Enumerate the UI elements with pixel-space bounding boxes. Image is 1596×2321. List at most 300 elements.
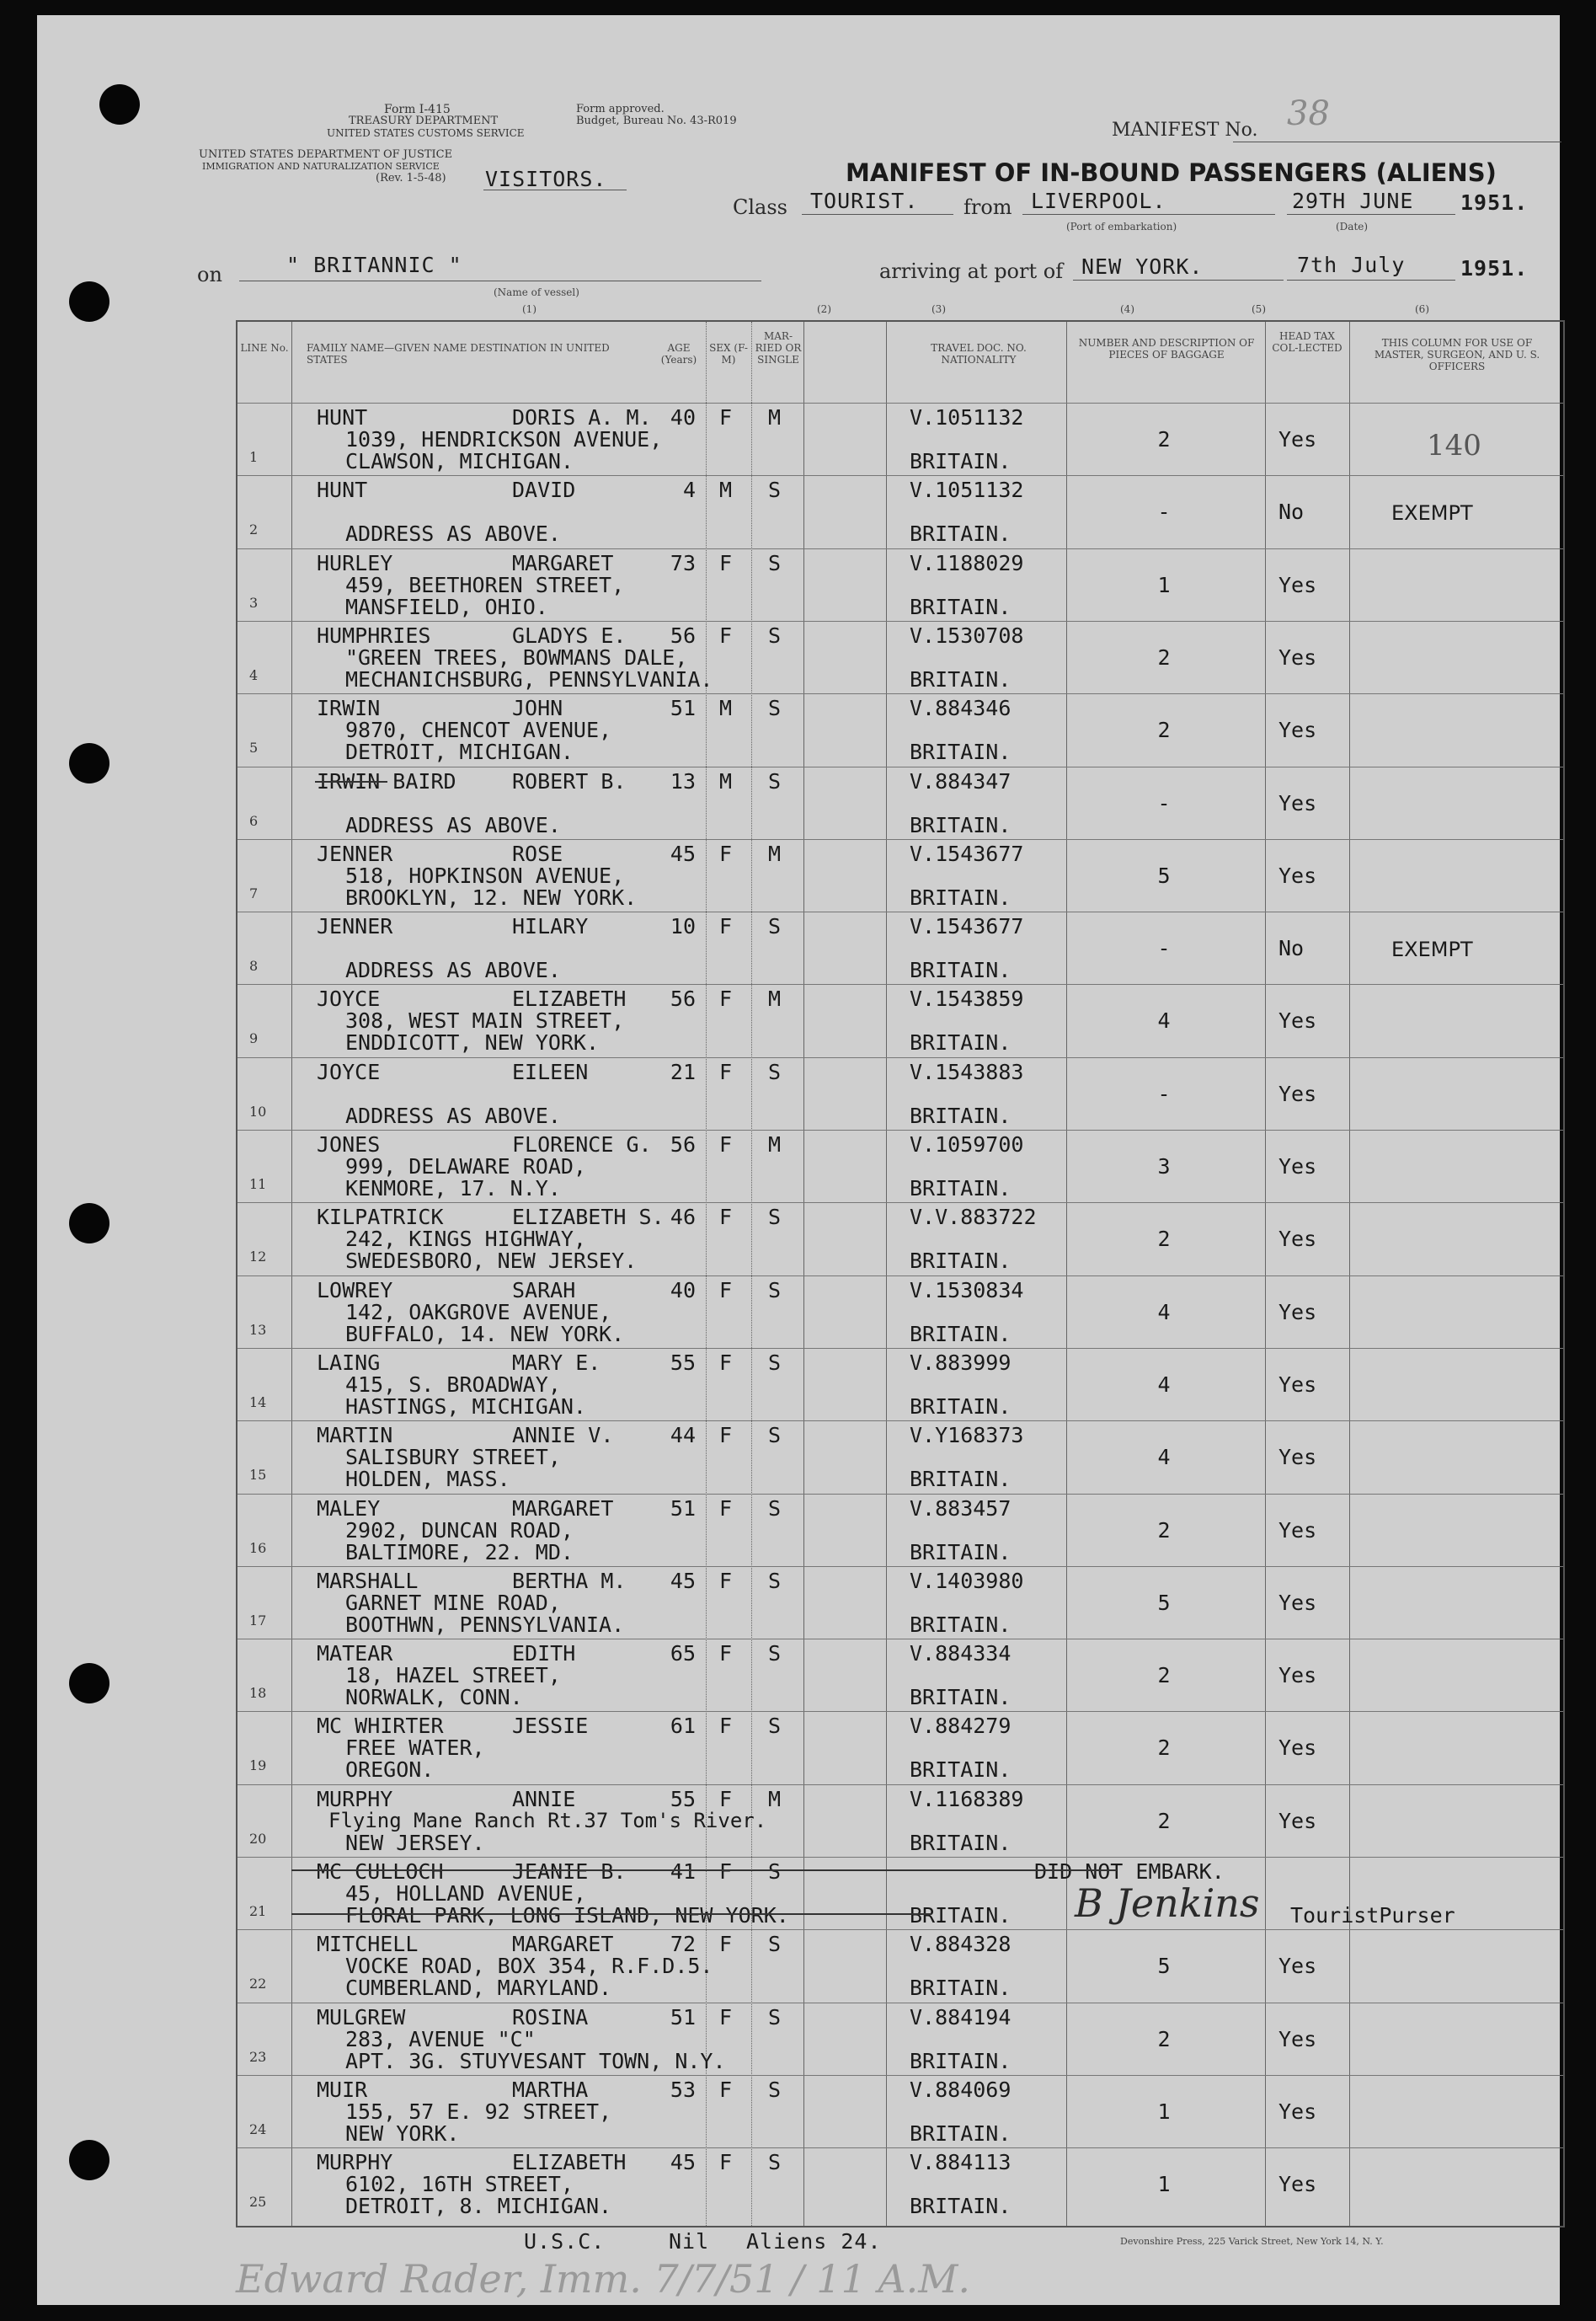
justice-line-2: IMMIGRATION AND NATURALIZATION SERVICE	[202, 161, 440, 172]
line-number: 9	[249, 1030, 259, 1047]
marital-status: S	[768, 1641, 782, 1666]
passenger-row	[238, 1057, 1563, 1131]
nationality: BRITAIN.	[910, 666, 1012, 692]
sex: F	[719, 2077, 733, 2102]
revision-label: (Rev. 1-5-48)	[376, 172, 446, 185]
date-caption: (Date)	[1336, 221, 1369, 233]
line-number: 1	[249, 449, 259, 465]
address-line-1: 518, HOPKINSON AVENUE,	[345, 863, 625, 888]
family-name: LOWREY	[317, 1277, 393, 1302]
baggage-count: 2	[1157, 1517, 1171, 1543]
baggage-count: 5	[1157, 863, 1171, 888]
address-line-1: 415, S. BROADWAY,	[345, 1372, 561, 1397]
address-line-2: DETROIT, 8. MICHIGAN.	[345, 2194, 612, 2219]
address-line-2: OREGON.	[345, 1757, 435, 1783]
head-tax: Yes	[1278, 1663, 1317, 1688]
manifest-no-label: MANIFEST No.	[1112, 120, 1258, 141]
line-number: 4	[249, 666, 259, 683]
printer-line: Devonshire Press, 225 Varick Street, New York 14, N. Y.	[1120, 2236, 1384, 2247]
strike-line	[291, 1869, 1117, 1871]
address-line-1: 999, DELAWARE ROAD,	[345, 1154, 586, 1179]
travel-doc: V.884346	[910, 696, 1012, 721]
family-name: MATEAR	[317, 1641, 393, 1666]
travel-doc: V.884113	[910, 2150, 1012, 2175]
passenger-row	[238, 1857, 1563, 1930]
sex: F	[719, 841, 733, 866]
age: 40	[670, 405, 696, 430]
address-line-1: 9870, CHENCOT AVENUE,	[345, 718, 612, 743]
class-value: TOURIST.	[810, 189, 919, 213]
marital-status: S	[768, 1423, 782, 1448]
arrival-port: NEW YORK.	[1081, 254, 1204, 279]
age: 51	[670, 2004, 696, 2030]
baggage-count: -	[1157, 1081, 1171, 1106]
given-name: GLADYS E.	[512, 623, 627, 648]
nationality: BRITAIN.	[910, 1976, 1012, 2001]
age: 51	[670, 1495, 696, 1521]
family-name: MITCHELL	[317, 1932, 419, 1957]
given-name: HILARY	[512, 914, 589, 939]
baggage-count: 4	[1157, 1372, 1171, 1397]
nationality: BRITAIN.	[910, 1612, 1012, 1637]
line-number: 21	[249, 1903, 267, 1919]
family-name: MALEY	[317, 1495, 381, 1521]
given-name: SARAH	[512, 1277, 576, 1302]
travel-doc: V.1168389	[910, 1786, 1024, 1811]
given-name: DAVID	[512, 478, 576, 503]
sex: M	[719, 696, 733, 721]
line-number: 22	[249, 1976, 267, 1992]
strike-line	[291, 1913, 931, 1915]
given-name: EDITH	[512, 1641, 576, 1666]
passenger-row	[238, 1566, 1563, 1639]
line-number: 7	[249, 885, 259, 901]
head-tax: Yes	[1278, 863, 1317, 888]
nationality: BRITAIN.	[910, 1249, 1012, 1274]
head-tax: Yes	[1278, 2172, 1317, 2197]
nationality: BRITAIN.	[910, 1467, 1012, 1492]
departure-date: 29TH JUNE	[1292, 189, 1414, 213]
travel-doc: V.Y168373	[910, 1423, 1024, 1448]
sex: M	[719, 478, 733, 503]
given-name: MARGARET	[512, 1495, 614, 1521]
baggage-count: 2	[1157, 1735, 1171, 1761]
port-caption: (Port of embarkation)	[1066, 221, 1177, 233]
line-number: 19	[249, 1757, 267, 1774]
age: 46	[670, 1205, 696, 1230]
sex: F	[719, 1132, 733, 1157]
sex: F	[719, 1859, 733, 1884]
travel-doc: V.1051132	[910, 478, 1024, 503]
sex: F	[719, 1059, 733, 1084]
officer-note: TouristPurser	[1290, 1903, 1455, 1928]
given-name: ELIZABETH S.	[512, 1205, 665, 1230]
sex: F	[719, 550, 733, 575]
family-name: JOYCE	[317, 987, 381, 1012]
passenger-row	[238, 2147, 1563, 2221]
head-tax: Yes	[1278, 790, 1317, 816]
age: 73	[670, 550, 696, 575]
line-number: 23	[249, 2048, 267, 2065]
baggage-count: 2	[1157, 1227, 1171, 1252]
line-number: 5	[249, 740, 259, 757]
head-tax: Yes	[1278, 1590, 1317, 1615]
given-name: JOHN	[512, 696, 563, 721]
marital-status: S	[768, 1059, 782, 1084]
sex: F	[719, 1641, 733, 1666]
passenger-row	[238, 984, 1563, 1057]
binder-hole	[69, 743, 109, 783]
header-baggage: NUMBER AND DESCRIPTION OF PIECES OF BAGGAGE	[1078, 337, 1255, 361]
arrival-date: 7th July	[1297, 253, 1406, 277]
address-line-2: BUFFALO, 14. NEW YORK.	[345, 1321, 625, 1346]
sex: F	[719, 1786, 733, 1811]
age: 44	[670, 1423, 696, 1448]
nationality: BRITAIN.	[910, 449, 1012, 473]
address-line-2: MANSFIELD, OHIO.	[345, 594, 548, 619]
form-id: Form I-415	[384, 103, 451, 116]
marital-status: M	[768, 1786, 782, 1811]
nationality: BRITAIN.	[910, 2048, 1012, 2073]
header-age: AGE (Years)	[660, 342, 697, 366]
family-name: HUMPHRIES	[317, 623, 431, 648]
passenger-row	[238, 839, 1563, 912]
address-line-1: VOCKE ROAD, BOX 354, R.F.D.5.	[345, 1954, 713, 1979]
address-line-1: GARNET MINE ROAD,	[345, 1590, 561, 1615]
given-name: ROSINA	[512, 2004, 589, 2030]
given-name: DORIS A. M.	[512, 405, 652, 430]
marital-status: S	[768, 2004, 782, 2030]
baggage-count: 1	[1157, 572, 1171, 597]
sex: F	[719, 2150, 733, 2175]
family-name: IRWIN BAIRD	[317, 768, 456, 794]
approval-line-1: Form approved.	[576, 103, 665, 115]
line-number: 8	[249, 958, 259, 975]
address-line-1: 1039, HENDRICKSON AVENUE,	[345, 427, 663, 452]
marital-status: S	[768, 696, 782, 721]
col-num-1: (1)	[522, 303, 536, 315]
age: 55	[670, 1786, 696, 1811]
passenger-row	[238, 1130, 1563, 1203]
marital-status: S	[768, 2077, 782, 2102]
departure-year: 1951.	[1460, 190, 1529, 215]
line-number: 3	[249, 594, 259, 611]
address-line-1: 45, HOLLAND AVENUE,	[345, 1881, 586, 1906]
sex: F	[719, 2004, 733, 2030]
address-line-2: ADDRESS AS ABOVE.	[345, 958, 561, 983]
sex: F	[719, 623, 733, 648]
family-name: MURPHY	[317, 1786, 393, 1811]
address-line-2: DETROIT, MICHIGAN.	[345, 740, 574, 765]
family-name: LAING	[317, 1350, 381, 1375]
travel-doc: V.V.883722	[910, 1205, 1037, 1230]
age: 53	[670, 2077, 696, 2102]
baggage-count: 4	[1157, 1008, 1171, 1034]
line-number: 24	[249, 2120, 267, 2137]
line-number: 13	[249, 1321, 267, 1338]
marital-status: S	[768, 914, 782, 939]
manifest-title: MANIFEST OF IN-BOUND PASSENGERS (ALIENS)	[846, 158, 1497, 187]
head-tax: Yes	[1278, 1372, 1317, 1397]
given-name: ELIZABETH	[512, 2150, 627, 2175]
nationality: BRITAIN.	[910, 1830, 1012, 1855]
baggage-count: -	[1157, 790, 1171, 816]
col-num-3: (3)	[931, 303, 946, 315]
footer-aliens: Aliens 24.	[746, 2229, 882, 2254]
nationality: BRITAIN.	[910, 1030, 1012, 1056]
given-name: MARGARET	[512, 1932, 614, 1957]
header-officers: THIS COLUMN FOR USE OF MASTER, SURGEON, AND U. S. OFFICERS	[1374, 337, 1540, 372]
sex: F	[719, 405, 733, 430]
header-married: MAR-RIED OR SINGLE	[755, 330, 802, 366]
address-line-2: BROOKLYN, 12. NEW YORK.	[345, 885, 638, 910]
sex: F	[719, 1350, 733, 1375]
marital-status: S	[768, 1568, 782, 1593]
age: 13	[670, 768, 696, 794]
passenger-row	[238, 475, 1563, 548]
address-line-2: ADDRESS AS ABOVE.	[345, 521, 561, 547]
col-num-4: (4)	[1120, 303, 1134, 315]
given-name: FLORENCE G.	[512, 1132, 652, 1157]
address-line-1: 18, HAZEL STREET,	[345, 1663, 561, 1688]
sex: F	[719, 1423, 733, 1448]
manifest-table	[236, 320, 1565, 2227]
sex: F	[719, 1495, 733, 1521]
sex: F	[719, 1714, 733, 1739]
baggage-count: 2	[1157, 644, 1171, 670]
from-value: LIVERPOOL.	[1031, 189, 1166, 213]
head-tax: Yes	[1278, 1517, 1317, 1543]
marital-status: S	[768, 1932, 782, 1957]
nationality: BRITAIN.	[910, 1103, 1012, 1128]
baggage-count: 2	[1157, 427, 1171, 452]
family-name: JOYCE	[317, 1059, 381, 1084]
address-line-2: NEW JERSEY.	[345, 1830, 485, 1855]
given-name: JESSIE	[512, 1714, 589, 1739]
age: 51	[670, 696, 696, 721]
vessel-caption: (Name of vessel)	[494, 286, 579, 298]
head-tax: Yes	[1278, 1954, 1317, 1979]
passenger-row	[238, 1348, 1563, 1421]
sex: F	[719, 914, 733, 939]
line-number: 18	[249, 1685, 267, 1702]
class-label: Class	[733, 195, 787, 219]
marital-status: S	[768, 1495, 782, 1521]
travel-doc: V.1543859	[910, 987, 1024, 1012]
baggage-count: 2	[1157, 1808, 1171, 1833]
marital-status: S	[768, 1350, 782, 1375]
age: 40	[670, 1277, 696, 1302]
baggage-count: 5	[1157, 1954, 1171, 1979]
baggage-count: 4	[1157, 1299, 1171, 1324]
marital-status: S	[768, 623, 782, 648]
passenger-row	[238, 767, 1563, 840]
nationality: BRITAIN.	[910, 958, 1012, 983]
line-number: 10	[249, 1103, 267, 1120]
address-line-1: 308, WEST MAIN STREET,	[345, 1008, 625, 1034]
nationality: BRITAIN.	[910, 1321, 1012, 1346]
line-number: 14	[249, 1393, 267, 1410]
header-head-tax: HEAD TAX COL-LECTED	[1272, 330, 1342, 354]
family-name: MC WHIRTER	[317, 1714, 444, 1739]
officer-note: EXEMPT	[1391, 501, 1473, 526]
marital-status: S	[768, 550, 782, 575]
travel-doc: V.884279	[910, 1714, 1012, 1739]
col-num-2: (2)	[817, 303, 831, 315]
nationality: BRITAIN.	[910, 1903, 1012, 1928]
family-name: JENNER	[317, 914, 393, 939]
passenger-row	[238, 1639, 1563, 1712]
address-line-1: 459, BEETHOREN STREET,	[345, 572, 625, 597]
baggage-count: -	[1157, 936, 1171, 961]
address-line-1: FREE WATER,	[345, 1735, 485, 1761]
line-number: 20	[249, 1830, 267, 1847]
nationality: BRITAIN.	[910, 1393, 1012, 1419]
passenger-row	[238, 1420, 1563, 1494]
travel-doc: V.1530708	[910, 623, 1024, 648]
marital-status: S	[768, 768, 782, 794]
header-sex: SEX (F-M)	[709, 342, 748, 366]
marital-status: M	[768, 405, 782, 430]
travel-doc: V.883999	[910, 1350, 1012, 1375]
nationality: BRITAIN.	[910, 1685, 1012, 1710]
head-tax: Yes	[1278, 1299, 1317, 1324]
sex: M	[719, 768, 733, 794]
col-num-5: (5)	[1252, 303, 1266, 315]
baggage-count: 1	[1157, 2172, 1171, 2197]
vessel-name: " BRITANNIC "	[286, 253, 462, 277]
given-name: MARY E.	[512, 1350, 601, 1375]
address-line-2: ADDRESS AS ABOVE.	[345, 1103, 561, 1128]
age: 45	[670, 841, 696, 866]
line-number: 11	[249, 1176, 267, 1192]
address-line-1: 6102, 16TH STREET,	[345, 2172, 574, 2197]
address-line-1: 142, OAKGROVE AVENUE,	[345, 1299, 612, 1324]
footer-usc: U.S.C.	[524, 2229, 606, 2254]
travel-doc: V.1059700	[910, 1132, 1024, 1157]
address-line-1: Flying Mane Ranch Rt.37 Tom's River.	[328, 1808, 767, 1832]
age: 45	[670, 1568, 696, 1593]
address-line-1: "GREEN TREES, BOWMANS DALE,	[345, 644, 688, 670]
passenger-row	[238, 2075, 1563, 2148]
head-tax: Yes	[1278, 1154, 1317, 1179]
header-travel-doc: TRAVEL DOC. NO. NATIONALITY	[931, 342, 1027, 366]
family-name: MURPHY	[317, 2150, 393, 2175]
travel-doc: V.884334	[910, 1641, 1012, 1666]
line-number: 16	[249, 1539, 267, 1556]
given-name: EILEEN	[512, 1059, 589, 1084]
head-tax: Yes	[1278, 1735, 1317, 1761]
nationality: BRITAIN.	[910, 812, 1012, 837]
family-name: MARSHALL	[317, 1568, 419, 1593]
family-name: MARTIN	[317, 1423, 393, 1448]
sex: F	[719, 1568, 733, 1593]
family-name: KILPATRICK	[317, 1205, 444, 1230]
head-tax: Yes	[1278, 644, 1317, 670]
head-tax: Yes	[1278, 2026, 1317, 2051]
address-line-2: SWEDESBORO, NEW JERSEY.	[345, 1249, 638, 1274]
passenger-row	[238, 1494, 1563, 1567]
header-line-no: LINE No.	[240, 342, 289, 354]
dept-line-1: TREASURY DEPARTMENT	[349, 115, 499, 127]
sex: F	[719, 987, 733, 1012]
family-name: MULGREW	[317, 2004, 406, 2030]
family-name: MUIR	[317, 2077, 368, 2102]
line-number: 17	[249, 1612, 267, 1628]
family-name: HUNT	[317, 478, 368, 503]
family-name: JENNER	[317, 841, 393, 866]
address-line-2: HASTINGS, MICHIGAN.	[345, 1393, 586, 1419]
age: 65	[670, 1641, 696, 1666]
travel-doc: DID NOT EMBARK.	[1034, 1859, 1225, 1884]
given-name: MARGARET	[512, 550, 614, 575]
address-line-2: FLORAL PARK, LONG ISLAND, NEW YORK.	[345, 1903, 789, 1928]
travel-doc: V.1543677	[910, 914, 1024, 939]
family-name: HURLEY	[317, 550, 393, 575]
age: 21	[670, 1059, 696, 1084]
marital-status: S	[768, 1714, 782, 1739]
passenger-row	[238, 693, 1563, 767]
header-name: FAMILY NAME—GIVEN NAME DESTINATION IN UNITED STATES	[307, 342, 610, 366]
address-line-1: 242, KINGS HIGHWAY,	[345, 1227, 586, 1252]
travel-doc: V.1543883	[910, 1059, 1024, 1084]
age: 72	[670, 1932, 696, 1957]
family-name: JONES	[317, 1132, 381, 1157]
head-tax: Yes	[1278, 1227, 1317, 1252]
family-name: HUNT	[317, 405, 368, 430]
head-tax: Yes	[1278, 1081, 1317, 1106]
passenger-row	[238, 1711, 1563, 1784]
address-line-2: NORWALK, CONN.	[345, 1685, 523, 1710]
baggage-count: 2	[1157, 1663, 1171, 1688]
nationality: BRITAIN.	[910, 1539, 1012, 1564]
sex: F	[719, 1932, 733, 1957]
justice-line-1: UNITED STATES DEPARTMENT OF JUSTICE	[199, 148, 453, 161]
binder-hole	[69, 2140, 109, 2180]
head-tax: Yes	[1278, 1445, 1317, 1470]
head-tax: Yes	[1278, 1808, 1317, 1833]
address-line-1: 2902, DUNCAN ROAD,	[345, 1517, 574, 1543]
travel-doc: V.884194	[910, 2004, 1012, 2030]
travel-doc: V.1530834	[910, 1277, 1024, 1302]
age: 56	[670, 623, 696, 648]
head-tax: Yes	[1278, 572, 1317, 597]
baggage-count: 2	[1157, 718, 1171, 743]
strike-line	[315, 781, 387, 783]
travel-doc: V.1403980	[910, 1568, 1024, 1593]
manifest-no-value: 38	[1287, 94, 1330, 133]
nationality: BRITAIN.	[910, 2194, 1012, 2219]
baggage-count: -	[1157, 500, 1171, 525]
address-line-2: NEW YORK.	[345, 2120, 460, 2146]
arrival-year: 1951.	[1460, 256, 1529, 281]
col-num-6: (6)	[1415, 303, 1429, 315]
head-tax: Yes	[1278, 2099, 1317, 2124]
head-tax: No	[1278, 500, 1305, 525]
sex: F	[719, 1277, 733, 1302]
passenger-row	[238, 1929, 1563, 2003]
passenger-row	[238, 1202, 1563, 1275]
marital-status: S	[768, 478, 782, 503]
travel-doc: V.1543677	[910, 841, 1024, 866]
manifest-page	[37, 15, 1560, 2305]
address-line-2: APT. 3G. STUYVESANT TOWN, N.Y.	[345, 2048, 726, 2073]
marital-status: S	[768, 1859, 782, 1884]
address-line-1: 155, 57 E. 92 STREET,	[345, 2099, 612, 2124]
passenger-row	[238, 621, 1563, 694]
head-tax: No	[1278, 936, 1305, 961]
binder-hole	[69, 1203, 109, 1243]
